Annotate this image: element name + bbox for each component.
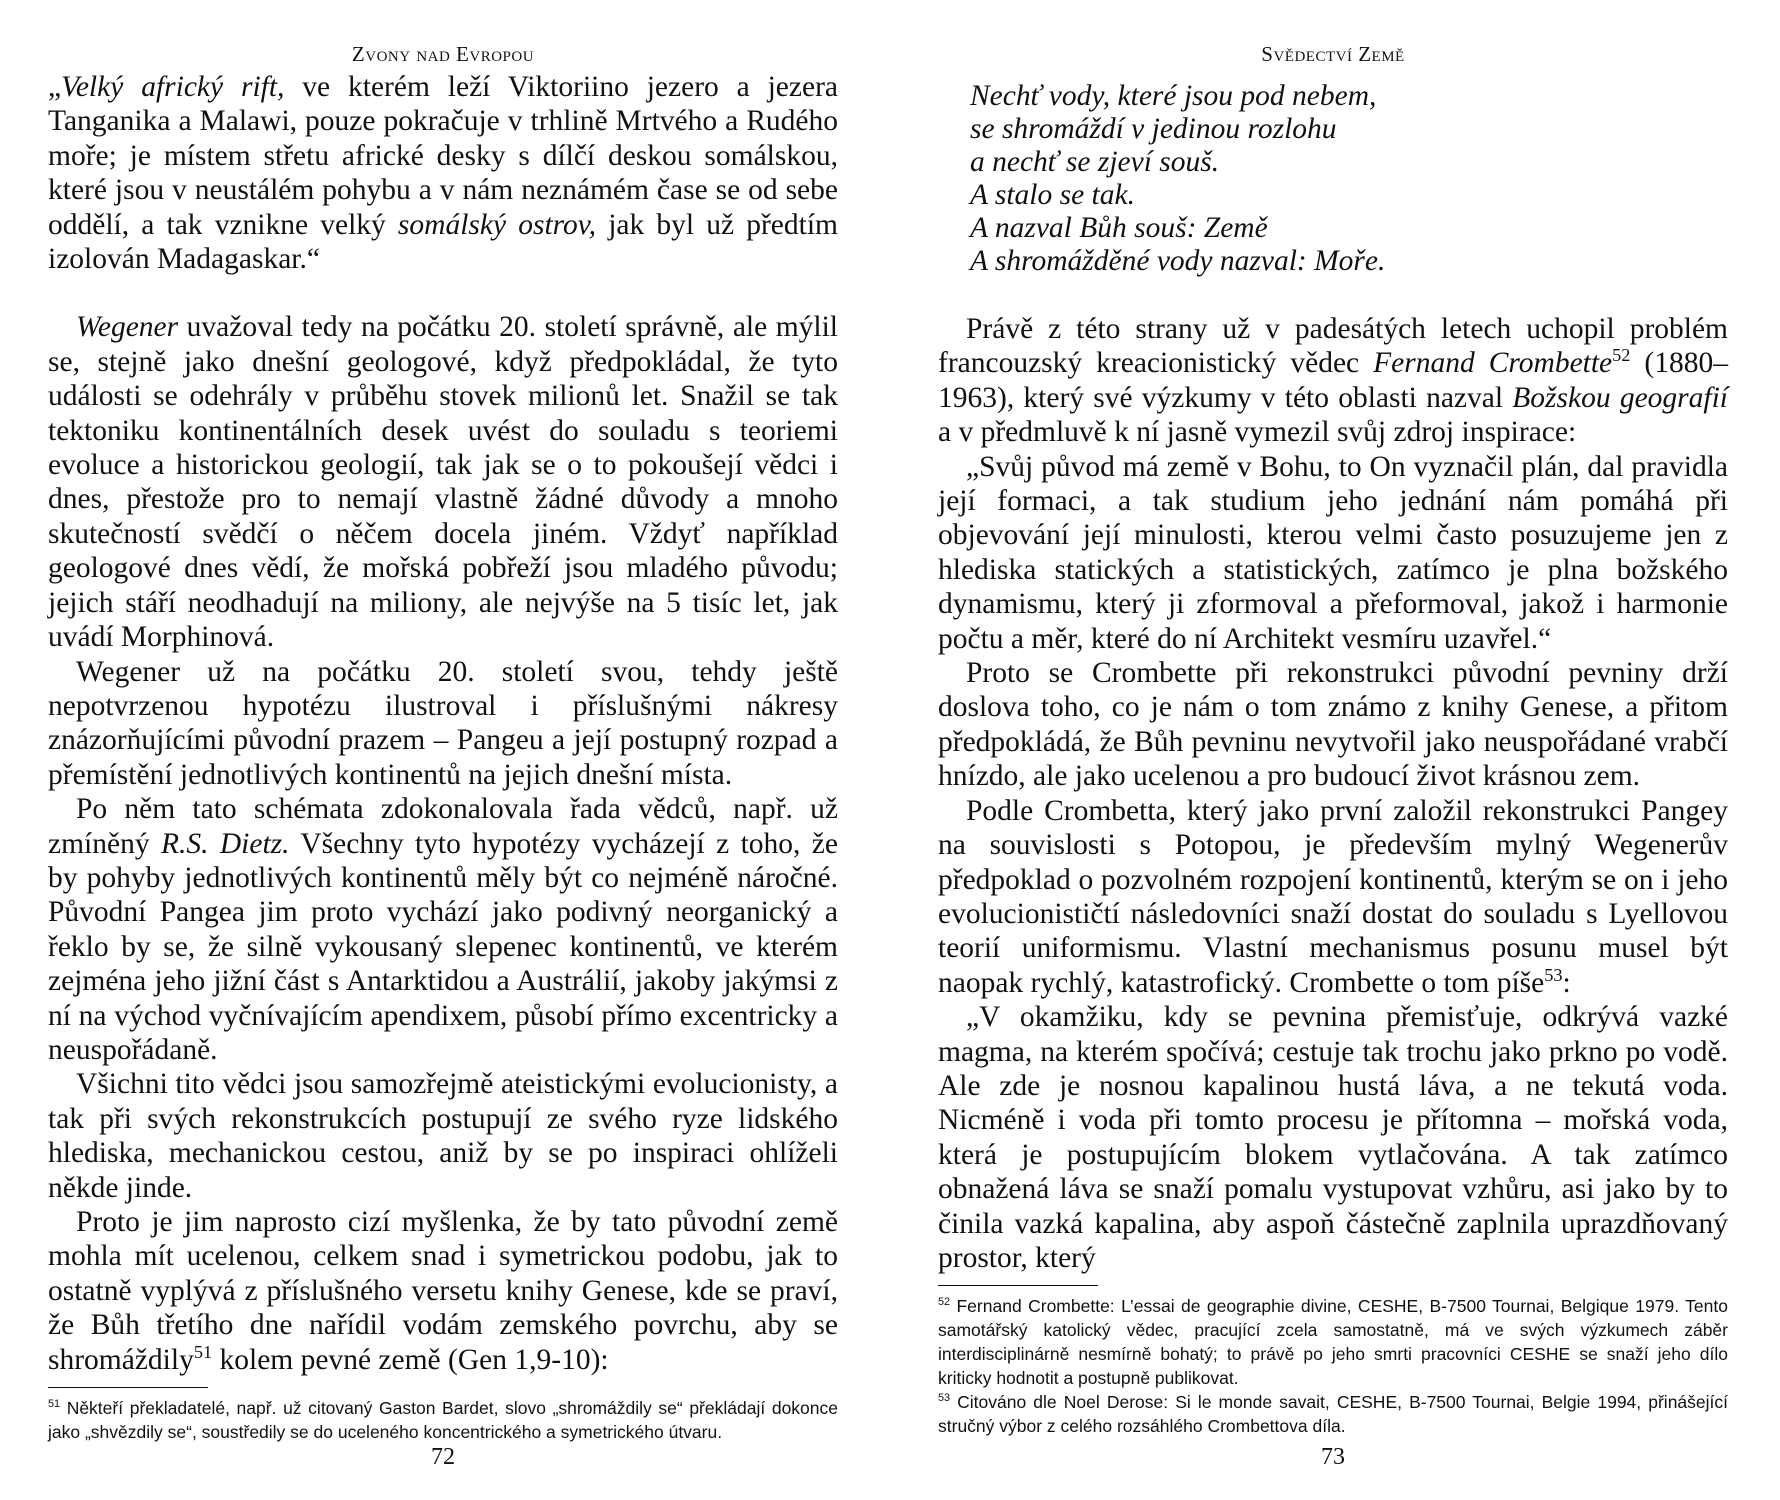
dietz-name: R.S. Dietz. bbox=[160, 827, 290, 860]
running-head-left: Zvony nad Evropou bbox=[351, 42, 535, 66]
quote-text: ve kterém leží Viktoriino jezero a jezera Tanganika a Malawi, pouze pokračuje v trhlině Mrtvého a Rudého moře; je místem střetu africké desky s dílčí deskou somálskou, které jsou v neustálém pohybu a v nám neznámém čase se od sebe oddělí, a tak vznikne velký bbox=[48, 71, 838, 241]
quote-emphasis-rift: Velký africký rift, bbox=[61, 71, 285, 103]
paragraph-genesis-text: Proto je jim naprosto cizí myšlenka, že by tato původní země mohla mít ucelenou, celkem snad i symetrickou podobu, jak to ostatně vyplývá z příslušného versetu knihy Genese, kde se praví, že Bůh třetího dne nařídil vodám zemského povrchu, aby se shromáždily bbox=[48, 1206, 838, 1376]
verse-line: se shromáždí v jedinou rozlohu bbox=[970, 113, 1337, 145]
footnote-text-51: Někteří překladatelé, např. už citovaný Gaston Bardet, slovo „shromáždily se“ překládají dokonce jako „shvězdily se“, soustředily se do uceleného koncentrického a symetrického útvaru. bbox=[48, 1398, 838, 1443]
footnote-ref-53[interactable]: 53 bbox=[1544, 964, 1563, 985]
footnotes-left bbox=[48, 1396, 838, 1444]
verse-line: Nechť vody, které jsou pod nebem, bbox=[970, 80, 1377, 112]
paragraph-reconstruction: Proto se Crombette při rekonstrukci původní pevniny drží doslova toho, co je nám o tom známo z knihy Genese, a přitom předpokládá, že Bůh pevninu nevytvořil jako neuspořádané vrabčí hnízdo, ale jako ucelenou a pro budoucí život krásnou zem. bbox=[938, 657, 1728, 793]
verse-line: A shromážděné vody nazval: Moře. bbox=[970, 245, 1386, 277]
footnotes-right bbox=[938, 1294, 1728, 1438]
footnote-52 bbox=[938, 1294, 1728, 1390]
footnote-divider-left bbox=[48, 1387, 208, 1388]
paragraph-wegener-text: uvažoval tedy na počátku 20. století správně, ale mýlil se, stejně jako dnešní geologové, když předpokládal, že tyto události se odehrály v průběhu stovek milionů let. Snažil se tak tektoniku kontinentálních desek uvést do souladu s teoriemi evoluce a historickou geologií, tak jak se o to pokoušejí vědci i dnes, přestože pro to nemají vlastně žádné důvody a mnoho skutečností svědčí o něčem docela jiném. Vždyť například geologové dnes vědí, že mořská pobřeží jsou mladého původu; jejich stáří neodhadují na miliony, ale nejvýše na 5 tisíc let, jak uvádí Morphinová. bbox=[48, 311, 838, 654]
footnote-text-53: Citováno dle Noel Derose: Si le monde savait, CESHE, B-7500 Tournai, Belgie 1994, přinášející stručný výbor z celého rozsáhlého Crombettova díla. bbox=[938, 1392, 1728, 1437]
paragraph-flood bbox=[938, 794, 1728, 1000]
paragraph-crombette-text-b: (1880–1963), který své výzkumy v této oblasti nazval bbox=[938, 347, 1728, 414]
right-body bbox=[938, 312, 1728, 1275]
running-head-right: Svědectví Země bbox=[1261, 42, 1405, 66]
genesis-verse bbox=[970, 80, 1728, 278]
quote-open: „ bbox=[48, 71, 62, 103]
footnote-ref-51[interactable]: 51 bbox=[193, 1341, 213, 1362]
paragraph-pangea: Wegener už na počátku 20. století svou, tehdy ještě nepotvrzenou hypotézu ilustroval i příslušnými nákresy znázorňujícími původní prazem – Pangeu a její postupný rozpad a přemístění jednotlivých kontinentů na jejich dnešní místa. bbox=[48, 655, 838, 791]
crombette-name: Fernand Crombette bbox=[1373, 347, 1613, 380]
verse-line: a nechť se zjeví souš. bbox=[970, 146, 1220, 178]
footnote-51 bbox=[48, 1396, 838, 1444]
paragraph-genesis bbox=[48, 1205, 838, 1377]
footnote-number-51: 51 bbox=[48, 1398, 61, 1411]
verse-line: A nazval Bůh souš: Země bbox=[970, 212, 1268, 244]
paragraph-crombette-text-c: a v předmluvě k ní jasně vymezil svůj zdroj inspirace: bbox=[938, 416, 1577, 449]
footnote-divider-right bbox=[938, 1285, 1098, 1286]
left-body bbox=[48, 70, 838, 1377]
footnote-text-52: Fernand Crombette: L’essai de geographie divine, CESHE, B-7500 Tournai, Belgique 1979. Tento samotářský katolický vědec, pracující zcela samostatně, má ve svých výzkumech záběr interdisciplinárně nesmírně bohatý; to právě po jeho smrti pracovníci CESHE se snaží jeho dílo kriticky hodnotit a postupně publikovat. bbox=[938, 1296, 1728, 1389]
page-number-left: 72 bbox=[431, 1444, 455, 1470]
divine-geography-title: Božskou geografií bbox=[1512, 381, 1728, 414]
footnote-ref-52[interactable]: 52 bbox=[1612, 345, 1631, 366]
paragraph-flood-text: Podle Crombetta, který jako první založil rekonstrukci Pangey na souvislosti s Potopou, je především mylný Wegenerův předpoklad o pozvolném rozpojení kontinentů, kterým se on i jeho evolucionističtí následovníci snaží dostat do souladu s Lyellovou teorií uniformismu. Vlastní mechanismus posunu musel být naopak rychlý, katastrofický. Crombette o tom píše bbox=[938, 794, 1728, 999]
paragraph-wegener bbox=[48, 310, 838, 654]
footnote-53 bbox=[938, 1390, 1728, 1438]
verse-line: A stalo se tak. bbox=[970, 179, 1135, 211]
right-page bbox=[938, 0, 1728, 1500]
paragraph-evolutionists: Všichni tito vědci jsou samozřejmě ateistickými evolucionisty, a tak při svých rekonstrukcích postupují ze svého ryze lidského hlediska, mechanickou cestou, aniž by se po inspiraci ohlíželi někde jinde. bbox=[48, 1068, 838, 1204]
paragraph-crombette bbox=[938, 312, 1728, 450]
quote-close: jak byl už předtím izolován Madagaskar.“ bbox=[48, 208, 838, 276]
wegener-name: Wegener bbox=[76, 311, 179, 344]
paragraph-dietz bbox=[48, 792, 838, 1067]
paragraph-flood-tail: : bbox=[1562, 966, 1571, 999]
rift-quote bbox=[48, 70, 838, 276]
paragraph-dietz-text-a: Po něm tato schémata zdokonalovala řada vědců, např. už zmíněný bbox=[48, 793, 838, 860]
page-number-right: 73 bbox=[1321, 1444, 1345, 1470]
quote-magma: „V okamžiku, kdy se pevnina přemisťuje, odkrývá vazké magma, na kterém spočívá; cestuje tak trochu jako prkno po vodě. Ale zde je nosnou kapalinou hustá láva, a ne tekutá voda. Nicméně i voda při tomto procesu je přítomna – mořská voda, která je postupujícím blokem vytlačována. A tak zatímco obnažená láva se snaží pomalu vystupovat vzhůru, asi jako by to činila vazká kapalina, aby aspoň částečně zaplnila uprazdňovaný prostor, který bbox=[938, 1001, 1728, 1274]
paragraph-dietz-text-b: Všechny tyto hypotézy vycházejí z toho, že by pohyby jednotlivých kontinentů měly být co nejméně náročné. Původní Pangea jim proto vychází jako podivný neorganický a řeklo by se, že silně vykousaný slepenec kontinentů, ve kterém zejména jeho jižní část s Antarktidou a Austrálií, jakoby jakýmsi z ní na východ vyčnívajícím apendixem, působí přímo excentricky a neuspořádaně. bbox=[48, 827, 838, 1066]
quote-emphasis-island: somálský ostrov, bbox=[397, 208, 597, 241]
paragraph-genesis-tail: kolem pevné země (Gen 1,9-10): bbox=[212, 1343, 609, 1376]
paragraph-crombette-text-a: Právě z této strany už v padesátých letech uchopil problém francouzský kreacionistický vědec bbox=[938, 313, 1728, 380]
footnote-number-53: 53 bbox=[938, 1392, 951, 1405]
footnote-number-52: 52 bbox=[938, 1296, 951, 1309]
quote-origin: „Svůj původ má země v Bohu, to On vyznačil plán, dal pravidla její formaci, a tak studium jeho jednání nám pomáhá při objevování její minulosti, kterou velmi často posuzujeme jen z hlediska statických a statistických, zatímco je plna božského dynamismu, který ji zformoval a přeformoval, jakož i harmonie počtu a měr, které do ní Architekt vesmíru uzavřel.“ bbox=[938, 450, 1728, 655]
left-page bbox=[48, 0, 838, 1500]
